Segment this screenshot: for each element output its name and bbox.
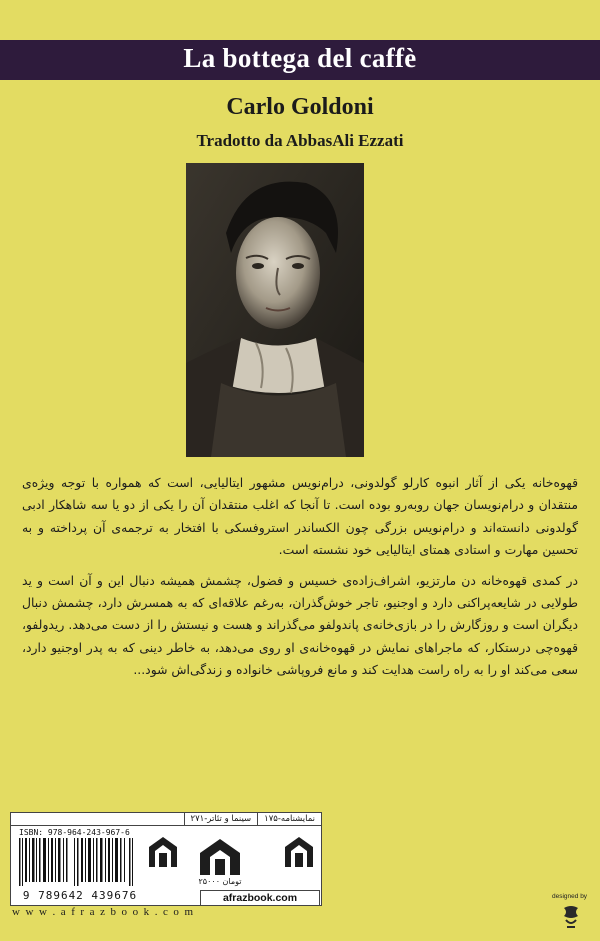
barcode-icon bbox=[17, 838, 137, 886]
designer-logo-icon bbox=[560, 902, 582, 932]
series-play: نمایشنامه-۱۷۵ bbox=[257, 813, 321, 825]
website-footer: w w w . a f r a z b o o k . c o m bbox=[12, 906, 195, 918]
publisher-site-label: afrazbook.com bbox=[200, 890, 320, 906]
publisher-logo-left bbox=[145, 833, 181, 889]
description-paragraph-1: قهوه‌خانه یکی از آثار انبوه کارلو گولدونی، درام‌نویس مشهور ایتالیایی، است که همواره با توجه ویژه‌ی منتقدان و درام‌نویسان جهان روبه‌رو بوده است. تا آنجا که اغلب منتقدان آن را یکی از دو یا سه شاهکار ادبی گولدونی دانسته‌اند و درام‌نویس بزرگی چون الکساندر استروفسکی با افتخار به ترجمه‌ی آن پرداخته و به تحسین مهارت و استادی همتای ایتالیایی خود نشسته است. bbox=[22, 475, 578, 558]
author-name: Carlo Goldoni bbox=[226, 94, 374, 120]
series-row bbox=[11, 813, 321, 826]
publisher-logo-right bbox=[281, 833, 317, 889]
designed-by-label: designed by bbox=[552, 893, 588, 900]
description-paragraph-2: در کمدی قهوه‌خانه دن مارتزیو، اشراف‌زاده‌ی خسیس و فضول، چشمش همیشه دنبال این و آن است و ید طولایی در شایعه‌پراکنی دارد و اوجنیو، تاجر خوش‌گذران، به‌رغم علاقه‌ای که به همسرش دارد، چشمش دنبال دیگران است و روزگارش را در بازی‌خانه‌ی پاندولفو می‌گذراند و هست و نیستش را از دست می‌دهد. ریدولفو، قهوه‌چی درستکار، که ماجراهای نمایش در قهوه‌خانه‌ی او روی می‌دهد، به خاطر دینی که به پدر اوجنیو دارد، سعی می‌کند او را به راه راست هدایت کند و مانع فروپاشی خانواده و زندگی‌اش شود... bbox=[22, 572, 578, 678]
series-cinema: سینما و تئاتر-۲۷۱ bbox=[184, 813, 258, 825]
price-tag-icon bbox=[196, 837, 244, 877]
afraz-logo-icon bbox=[145, 833, 181, 889]
book-title: La bottega del caffè bbox=[183, 43, 417, 73]
afraz-logo-icon bbox=[281, 833, 317, 889]
portrait-engraving-icon bbox=[186, 163, 364, 457]
portrait-image bbox=[186, 163, 364, 457]
book-description bbox=[22, 472, 578, 690]
isbn-text: ISBN: 978-964-243-967-6 bbox=[19, 828, 130, 837]
translator-line: Tradotto da AbbasAli Ezzati bbox=[196, 131, 404, 150]
barcode-digits: 9 789642 439676 bbox=[22, 889, 138, 902]
price-text: ۲۵۰۰۰ تومان bbox=[198, 877, 242, 886]
